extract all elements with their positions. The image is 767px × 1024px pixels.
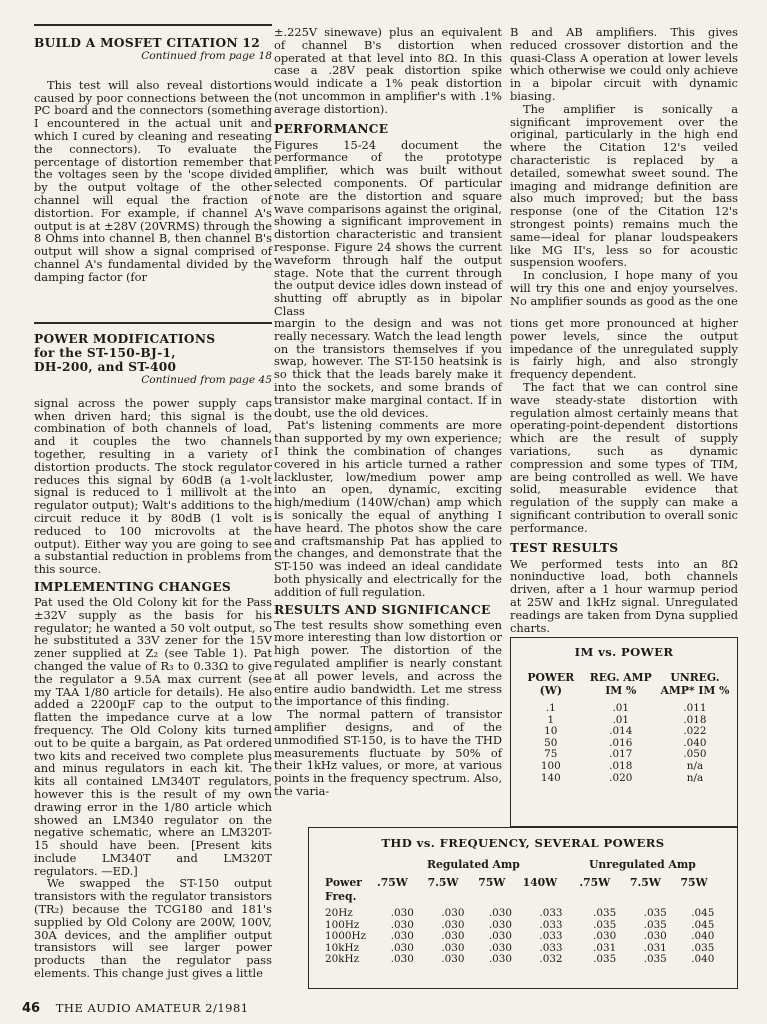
table-cell: 75 [544, 748, 558, 761]
table-cell: .030 [488, 930, 512, 943]
group-label-unregulated: Unregulated Amp [589, 858, 696, 871]
column-header: 75W [680, 876, 708, 889]
body-paragraph: ±.225V sinewave) plus an equivalent of channel B's distortion when operated at that level into 8Ω. In this case a .28V peak distortion spike would indicate a 1% peak distortion (not uncommon in amplifier's with .1% average distortion). [274, 25, 502, 116]
table-cell: .032 [539, 953, 563, 966]
top-rule [34, 24, 272, 26]
table-row [519, 761, 731, 773]
table-cell: .016 [609, 736, 633, 749]
table-cell: .031 [593, 941, 617, 954]
table-cell: .030 [488, 907, 512, 919]
body-paragraph: The fact that we can control sine wave steady-state distortion with regulation almost certainly means that operating-point-dependent distortions which are the result of supply variations, such as dynamic compression and some types of TIM, are being controlled as well. We have solid, measurable evidence that regulation of the supply can make a significant contribution to overall sonic performance. [510, 379, 738, 535]
body-paragraph: We swapped the ST-150 output transistors with the regulator transistors (TR₂) because the TCG180 and 181's supplied by Old Colony are 200W, 100V, 30A devices, and the amplifier output transistors will see larger power products than the regulator pass elements. This change just gives a little [34, 876, 272, 981]
table-cell: .020 [609, 771, 633, 784]
table-cell: 50 [544, 736, 558, 749]
table-cell: 10 [544, 725, 558, 738]
top-column-1 [34, 36, 272, 284]
table-cell: .035 [691, 941, 715, 954]
section-heading-implementing: IMPLEMENTING CHANGES [34, 579, 232, 594]
table-cell: n/a [686, 759, 704, 772]
body-paragraph: The normal pattern of transistor amplifier designs, and of the unmodified ST-150, is to have the THD measurements fluctuate by 50% of their 1kHz values, or more, at various points in the frequency spectrum. Also, the varia- [274, 707, 502, 798]
table-cell: .030 [488, 953, 512, 966]
table-cell: .030 [390, 907, 414, 919]
column-header: POWER (W) [527, 671, 575, 697]
table-cell: .030 [441, 907, 465, 919]
table-cell: .040 [683, 736, 707, 749]
table-row [519, 703, 731, 715]
thd-table-body [325, 908, 725, 966]
table-row [519, 773, 731, 785]
row-label-frequency: 20kHz [325, 953, 360, 966]
row-header-power: Power [325, 876, 362, 889]
table-cell: .033 [539, 918, 563, 931]
table-cell: n/a [686, 771, 704, 784]
table-title: THD vs. FREQUENCY, SEVERAL POWERS [381, 836, 665, 850]
table-cell: .01 [612, 713, 630, 726]
table-cell: .030 [441, 918, 465, 931]
table-cell: .035 [593, 918, 617, 931]
table-cell: .030 [390, 918, 414, 931]
body-paragraph: tions get more pronounced at higher power levels, since the output impedance of the unregulated supply is fairly high, and also strongly frequency dependent. [510, 316, 738, 382]
table-cell: .031 [643, 941, 667, 954]
thd-vs-frequency-table [308, 827, 738, 989]
table-cell: .040 [691, 930, 715, 943]
column-header: 7.5W [427, 876, 459, 889]
thd-table-grid [325, 876, 725, 966]
table-cell: .045 [691, 907, 715, 919]
table-cell: .030 [441, 930, 465, 943]
body-paragraph: This test will also reveal distortions caused by poor connections between the PC board and the connectors (something I encountered in the actual unit and which I cured by cleaning and reseating the connectors). To evaluate the percentage of distortion remember that the voltages seen by the 'scope divided by the output voltage of the other channel will equal the fraction of distortion. For example, if channel A's output is at ±28V (20VRMS) through the 8 Ohms into channel B, then channel B's output will show a signal comprised of channel A's fundamental divided by the damping factor (for [34, 77, 272, 284]
row-label-frequency: 1000Hz [325, 930, 366, 943]
table-cell: .035 [643, 953, 667, 966]
body-paragraph: In conclusion, I hope many of you will try this one and enjoy yourselves. No amplifier sounds as good as the one [510, 268, 738, 308]
table-cell: .018 [609, 759, 633, 772]
section-heading-performance: PERFORMANCE [274, 121, 389, 136]
row-label-frequency: 100Hz [325, 918, 360, 931]
body-paragraph: Pat's listening comments are more than supported by my own experience; I think the combination of changes covered in his article turned a rather lackluster, low/medium power amp into an open, dynamic, exciting high/medium (140W/chan) amp which is sonically the equal of anything I have heard. The photos show the care and craftsmanship Pat has applied to the changes, and demonstrate that the ST-150 was indeed an ideal candidate both physically and electrically for the addition of full regulation. [274, 418, 502, 599]
table-cell: .030 [488, 941, 512, 954]
page-footer [22, 1001, 249, 1016]
table-cell: .017 [609, 748, 633, 761]
bottom-column-2 [274, 317, 502, 798]
table-cell: .018 [683, 713, 707, 726]
table-cell: .030 [390, 953, 414, 966]
im-table-body [519, 703, 731, 784]
section-heading-results: RESULTS AND SIGNIFICANCE [274, 602, 491, 617]
table-cell: .035 [643, 907, 667, 919]
article-title-power-mods: POWER MODIFICATIONS [34, 332, 216, 346]
row-label-frequency: 20Hz [325, 907, 353, 919]
top-column-3 [510, 26, 738, 308]
table-cell: .045 [691, 918, 715, 931]
column-header: 7.5W [629, 876, 661, 889]
column-header: REG. AMP IM % [589, 671, 652, 697]
magazine-issue: THE AUDIO AMATEUR 2/1981 [55, 1001, 249, 1015]
table-cell: .1 [545, 702, 556, 714]
column-header: .75W [579, 876, 611, 889]
table-cell: .030 [488, 918, 512, 931]
body-paragraph: The amplifier is sonically a significant improvement over the original, particularly in the high end where the Citation 12's veiled characteristic is replaced by a detailed, somewhat sweet sound. The imaging and midrange definition are also much improved; but the bass response (one of the Citation 12's strongest points) remains much the same—ideal for planar loudspeakers like MG II's, less so for acoustic suspension woofers. [510, 101, 738, 270]
table-cell: .014 [609, 725, 633, 738]
im-vs-power-table [510, 637, 738, 827]
table-cell: .030 [593, 930, 617, 943]
table-cell: 140 [540, 771, 561, 784]
table-row [325, 908, 725, 920]
column-header: .75W [377, 876, 408, 889]
article-title-mosfet: BUILD A MOSFET CITATION 12 [34, 36, 260, 50]
body-paragraph: Figures 15-24 document the performance of the prototype amplifier, which was built without selected components. Of particular note are the distortion and square wave comparisons against the original, showing a significant improvement in distortion characteristic and transient response. Figure 24 shows the current waveform through half the output stage. Note that the current through the output device idles down instead of shutting off abruptly as in bipolar Class [274, 137, 502, 318]
article-title-power-mods: for the ST-150-BJ-1, [34, 346, 176, 360]
top-column-2 [274, 26, 502, 318]
row-header-freq: Freq. [325, 890, 357, 903]
body-paragraph: The test results show something even more interesting than low distortion or high power. The distortion of the regulated amplifier is nearly constant at all power levels, and across the entire audio bandwidth. Let me stress the importance of this finding. [274, 617, 502, 709]
table-cell: .040 [691, 953, 715, 966]
table-cell: .035 [593, 953, 617, 966]
page-number: 46 [22, 1001, 41, 1016]
table-cell: .030 [643, 930, 667, 943]
article-title-power-mods: DH-200, and ST-400 [34, 360, 177, 374]
body-paragraph: Pat used the Old Colony kit for the Pass ±32V supply as the basis for his regulator; he wanted a 50 volt output, so he substituted a 33V zener for the 15V zener supplied at Z₂ (see Table 1). Pat changed the value of R₃ to 0.33Ω to give the regulator a 9.5A max current (see my TAA 1/80 article for details). He also added a 2200µF cap to the output to flatten the impedance curve at a low frequency. The Old Colony kits turned out to be quite a bargain, as Pat ordered two kits and received two complete plus and minus regulators in each kit. The kits all contained LM340T regulators, however this is the result of my own drawing error in the 1/80 article which showed an LM340 regulator on the negative schematic, where an LM320T-15 should have been. [Present kits include LM340T and LM320T regulators. —ED.] [34, 594, 272, 878]
table-cell: .050 [683, 748, 707, 761]
table-cell: 1 [547, 713, 555, 726]
bottom-column-1 [34, 332, 272, 980]
group-label-regulated: Regulated Amp [427, 858, 520, 871]
body-paragraph: B and AB amplifiers. This gives reduced crossover distortion and the quasi-Class A operation at lower levels which otherwise we could only achieve in a bipolar circuit with dynamic biasing. [510, 25, 738, 103]
table-cell: .030 [441, 953, 465, 966]
table-cell: .030 [390, 930, 414, 943]
bottom-rule [34, 322, 272, 324]
table-cell: 100 [540, 759, 561, 772]
body-paragraph: We performed tests into an 8Ω noninductive load, both channels driven, after a 1 hour warmup period at 25W and 1kHz signal. Unregulated readings are taken from Dyna supplied charts. [510, 556, 738, 635]
table-cell: .033 [539, 930, 563, 943]
table-title: IM vs. POWER [574, 645, 674, 659]
table-cell: .035 [593, 907, 617, 919]
body-paragraph: margin to the design and was not really necessary. Watch the lead length on the transistors themselves if you swap, however. The ST-150 heatsink is so thick that the leads barely make it into the sockets, and some brands of transistor make marginal contact. If in doubt, use the old devices. [274, 316, 502, 420]
section-heading-test-results: TEST RESULTS [510, 540, 619, 555]
im-table-grid [519, 672, 731, 784]
table-cell: .033 [539, 941, 563, 954]
table-cell: .011 [683, 702, 707, 714]
table-cell: .035 [643, 918, 667, 931]
power-header-row [325, 876, 725, 890]
table-cell: .022 [683, 725, 707, 738]
continued-note: Continued from page 18 [141, 50, 272, 62]
column-header: 140W [522, 876, 558, 889]
table-cell: .01 [612, 702, 630, 714]
body-paragraph: signal across the power supply caps when driven hard; this signal is the combination of both channels of load, and it couples the two channels together, resulting in a variety of distortion products. The stock regulator reduces this signal by 60dB (a 1-volt signal is reduced to 1 millivolt at the regulator output); Walt's additions to the circuit reduce it by 80dB (1 volt is reduced to 100 microvolts at the output). Either way you are going to see a substantial reduction in problems from this source. [34, 395, 272, 577]
freq-header-row [325, 890, 725, 908]
column-header: 75W [478, 876, 506, 889]
table-cell: .030 [390, 941, 414, 954]
column-header: UNREG. AMP* IM % [660, 671, 730, 697]
continued-note: Continued from page 45 [141, 374, 272, 386]
table-cell: .030 [441, 941, 465, 954]
bottom-column-3 [510, 317, 738, 634]
table-row [325, 954, 725, 966]
row-label-frequency: 10kHz [325, 941, 360, 954]
table-cell: .033 [539, 907, 563, 919]
